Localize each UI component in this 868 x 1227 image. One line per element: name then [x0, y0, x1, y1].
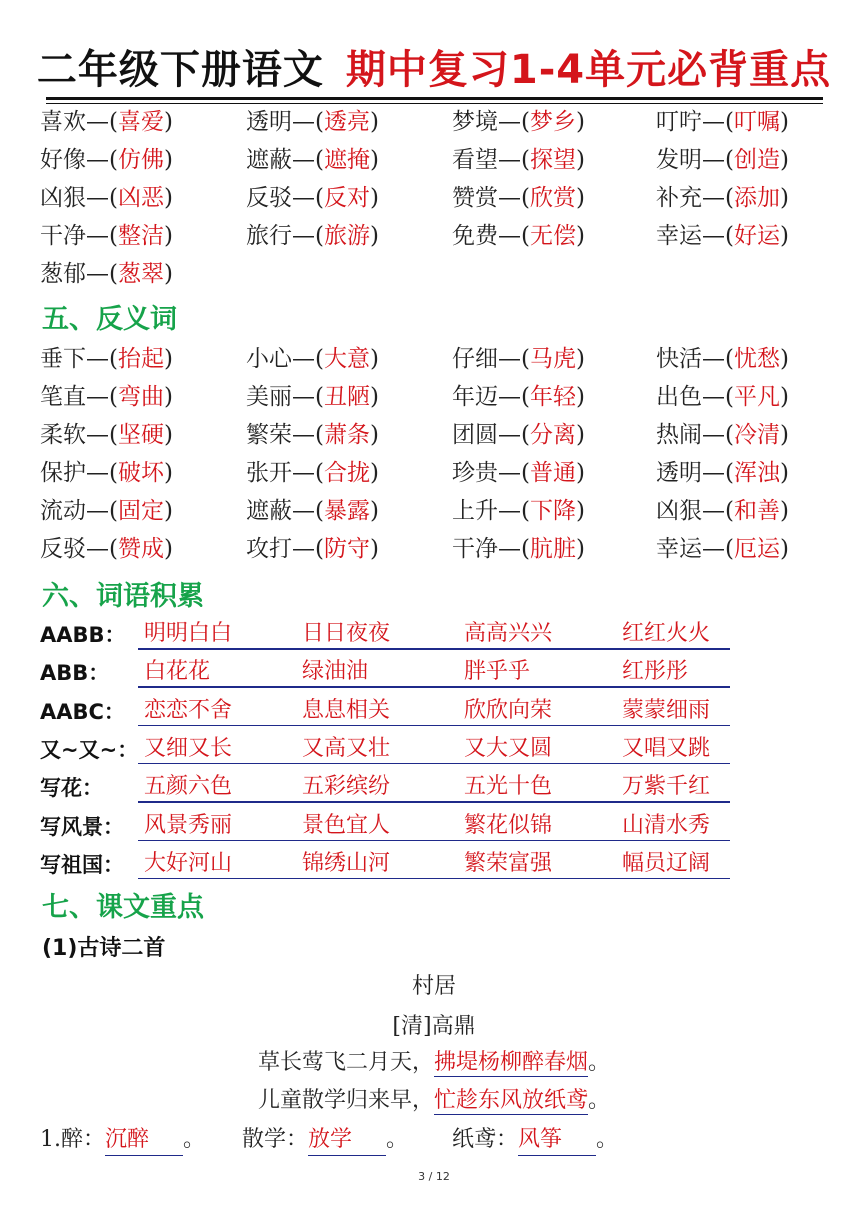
synonym-answer: 无偿	[529, 223, 576, 249]
antonym-word: 遮蔽	[246, 498, 292, 524]
antonym-answer: 合拢	[323, 460, 370, 486]
antonym-dash: —(	[86, 498, 118, 524]
antonym-close-paren: )	[575, 422, 585, 448]
antonym-dash: —(	[86, 346, 118, 372]
antonym-dash: —(	[498, 460, 530, 486]
synonym-row	[40, 104, 840, 140]
antonym-pair	[246, 417, 379, 453]
antonym-answer: 冷清	[733, 422, 780, 448]
poem-line-2	[0, 1084, 868, 1118]
synonym-dash: —(	[498, 109, 530, 135]
synonym-close-paren: )	[575, 185, 585, 211]
antonym-pair	[246, 493, 379, 529]
antonym-answer: 大意	[323, 346, 370, 372]
synonym-dash: —(	[702, 223, 734, 249]
antonym-answer: 坚硬	[117, 422, 164, 448]
antonym-pair	[452, 531, 585, 567]
synonym-row	[40, 256, 840, 292]
antonym-row	[40, 417, 840, 453]
antonym-close-paren: )	[369, 460, 379, 486]
antonym-pair	[452, 379, 585, 415]
vocab-word: 红红火火	[622, 621, 711, 646]
antonym-pair	[452, 341, 585, 377]
antonym-close-paren: )	[369, 346, 379, 372]
antonym-close-paren: )	[369, 422, 379, 448]
poem-line-2-start: 儿童散学归来早，	[257, 1088, 434, 1113]
synonym-close-paren: )	[369, 223, 379, 249]
poem-line-1-answer: 拂堤杨柳醉春烟	[433, 1050, 588, 1075]
antonym-answer: 厄运	[733, 536, 780, 562]
synonym-close-paren: )	[779, 185, 789, 211]
synonym-answer: 葱翠	[117, 261, 164, 287]
vocab-word: 胖乎乎	[464, 659, 531, 685]
antonym-word: 年迈	[452, 384, 498, 410]
antonym-dash: —(	[702, 536, 734, 562]
antonym-close-paren: )	[163, 384, 173, 410]
vocab-category-label: AABC：	[40, 699, 125, 724]
synonym-pair	[246, 218, 379, 254]
synonym-word: 干净	[40, 223, 86, 249]
antonym-close-paren: )	[163, 460, 173, 486]
antonym-answer: 浑浊	[733, 460, 780, 486]
synonym-word: 叮咛	[656, 109, 702, 135]
vocab-word: 又高又壮	[302, 735, 391, 761]
antonym-row	[40, 493, 840, 529]
vocab-category-label: AABB：	[40, 623, 126, 647]
antonym-close-paren: )	[163, 346, 173, 372]
antonym-pair	[656, 493, 789, 529]
antonym-close-paren: )	[779, 498, 789, 524]
synonym-close-paren: )	[369, 109, 379, 135]
vocab-word: 五光十色	[464, 774, 553, 800]
section-7-heading: 七、课文重点	[42, 892, 204, 923]
antonym-pair	[452, 493, 585, 529]
explanation-item	[452, 1122, 618, 1158]
antonym-pair	[40, 531, 173, 567]
antonym-close-paren: )	[163, 498, 173, 524]
vocab-row	[40, 771, 840, 805]
synonym-dash: —(	[86, 109, 118, 135]
synonym-answer: 创造	[733, 147, 780, 173]
vocab-word: 息息相关	[302, 697, 391, 723]
synonym-answer: 喜爱	[117, 109, 164, 135]
synonym-close-paren: )	[369, 147, 379, 173]
title-part-2: 期中复习1-4单元必背重点	[345, 47, 832, 93]
antonym-word: 美丽	[246, 384, 292, 410]
antonym-dash: —(	[498, 422, 530, 448]
vocab-word: 万紫千红	[622, 774, 711, 800]
synonym-answer: 添加	[733, 185, 780, 211]
synonym-answer: 探望	[529, 147, 576, 173]
vocab-word: 恋恋不舍	[144, 697, 233, 723]
synonym-answer: 叮嘱	[733, 109, 780, 135]
synonym-close-paren: )	[163, 223, 173, 249]
poem-author: [清]高鼎	[392, 1014, 476, 1039]
synonym-close-paren: )	[163, 109, 173, 135]
antonym-dash: —(	[292, 422, 324, 448]
vocab-row	[40, 733, 840, 767]
synonym-dash: —(	[498, 223, 530, 249]
synonym-pair	[40, 142, 173, 178]
antonym-dash: —(	[702, 460, 734, 486]
synonym-dash: —(	[292, 109, 324, 135]
synonym-answer: 好运	[733, 223, 780, 249]
antonym-answer: 破坏	[117, 460, 164, 486]
synonym-word: 赞赏	[452, 185, 498, 211]
synonym-pair	[656, 218, 789, 254]
explanation-end: 。	[386, 1127, 409, 1152]
page-number: 3 / 12	[418, 1170, 450, 1183]
antonym-answer: 下降	[529, 498, 576, 524]
antonym-dash: —(	[292, 384, 324, 410]
synonym-close-paren: )	[163, 261, 173, 287]
antonym-word: 快活	[656, 346, 702, 372]
synonym-row	[40, 180, 840, 216]
antonym-answer: 萧条	[323, 422, 370, 448]
antonym-answer: 马虎	[529, 346, 576, 372]
antonym-dash: —(	[292, 460, 324, 486]
antonym-dash: —(	[702, 346, 734, 372]
synonym-pair	[452, 104, 585, 140]
antonym-pair	[656, 341, 789, 377]
synonym-close-paren: )	[575, 147, 585, 173]
antonym-row	[40, 379, 840, 415]
antonym-word: 仔细	[452, 346, 498, 372]
poem-section-title: (1)古诗二首	[42, 936, 166, 961]
synonym-row	[40, 142, 840, 178]
synonym-close-paren: )	[163, 147, 173, 173]
synonym-word: 凶狠	[40, 185, 86, 211]
synonym-word: 幸运	[656, 223, 702, 249]
vocab-row	[40, 656, 840, 690]
synonym-pair	[246, 104, 379, 140]
antonym-answer: 忧愁	[733, 346, 780, 372]
poem-line-1-end: 。	[588, 1050, 611, 1075]
vocab-word: 大好河山	[144, 850, 233, 876]
antonym-dash: —(	[702, 384, 734, 410]
antonym-row	[40, 455, 840, 491]
antonym-pair	[40, 455, 173, 491]
antonym-pair	[246, 379, 379, 415]
antonym-dash: —(	[498, 384, 530, 410]
antonym-close-paren: )	[163, 536, 173, 562]
explanation-end: 。	[183, 1127, 206, 1152]
synonym-pair	[40, 256, 173, 292]
synonym-dash: —(	[292, 185, 324, 211]
synonym-word: 免费	[452, 223, 498, 249]
synonym-word: 旅行	[246, 223, 292, 249]
title-rule-top	[46, 97, 823, 100]
antonym-close-paren: )	[779, 384, 789, 410]
synonym-pair	[246, 180, 379, 216]
poem-title: 村居	[411, 974, 456, 999]
antonym-answer: 年轻	[529, 384, 576, 410]
vocab-word: 五颜六色	[144, 774, 233, 800]
synonym-pair	[40, 218, 173, 254]
antonym-pair	[40, 417, 173, 453]
explanation-answer: 风筝	[518, 1125, 596, 1156]
synonym-pair	[246, 142, 379, 178]
antonym-dash: —(	[702, 498, 734, 524]
antonym-dash: —(	[498, 346, 530, 372]
poem-line-1	[0, 1046, 868, 1080]
antonym-pair	[452, 417, 585, 453]
synonym-dash: —(	[86, 185, 118, 211]
vocab-word: 绿油油	[302, 659, 369, 685]
antonym-answer: 抬起	[117, 346, 164, 372]
synonym-word: 好像	[40, 147, 86, 173]
antonym-word: 张开	[246, 460, 292, 486]
explanation-item	[40, 1122, 205, 1158]
synonym-close-paren: )	[575, 223, 585, 249]
explanation-label: 纸鸢：	[452, 1127, 519, 1152]
synonym-dash: —(	[702, 147, 734, 173]
antonym-pair	[246, 455, 379, 491]
antonym-word: 攻打	[246, 536, 292, 562]
synonym-answer: 反对	[323, 185, 370, 211]
antonym-pair	[656, 455, 789, 491]
antonym-close-paren: )	[779, 536, 789, 562]
antonym-answer: 分离	[529, 422, 576, 448]
synonym-word: 梦境	[452, 109, 498, 135]
vocab-word: 繁花似锦	[464, 812, 553, 838]
antonym-word: 流动	[40, 498, 86, 524]
antonym-dash: —(	[86, 422, 118, 448]
antonym-answer: 丑陋	[323, 384, 370, 410]
synonym-dash: —(	[292, 147, 324, 173]
synonym-answer: 凶恶	[117, 185, 164, 211]
synonym-answer: 旅游	[323, 223, 370, 249]
vocab-category-label: 写风景：	[40, 814, 124, 839]
antonym-answer: 暴露	[323, 498, 370, 524]
explanation-label: 散学：	[242, 1127, 309, 1152]
synonym-close-paren: )	[779, 147, 789, 173]
vocab-category-label: ABB：	[40, 661, 110, 686]
antonym-word: 保护	[40, 460, 86, 486]
synonym-word: 喜欢	[40, 109, 86, 135]
antonym-pair	[656, 379, 789, 415]
antonym-dash: —(	[702, 422, 734, 448]
explanation-label: 1.醉：	[40, 1127, 105, 1152]
antonym-close-paren: )	[779, 460, 789, 486]
antonym-close-paren: )	[369, 498, 379, 524]
vocab-word: 明明白白	[144, 621, 233, 646]
synonym-pair	[452, 180, 585, 216]
title-part-1: 二年级下册语文	[36, 47, 324, 93]
antonym-answer: 固定	[117, 498, 164, 524]
antonym-pair	[246, 531, 379, 567]
synonym-answer: 整洁	[117, 223, 164, 249]
antonym-close-paren: )	[369, 384, 379, 410]
synonym-close-paren: )	[575, 109, 585, 135]
antonym-dash: —(	[292, 346, 324, 372]
synonym-word: 葱郁	[40, 261, 86, 287]
poem-line-2-end: 。	[588, 1088, 611, 1113]
synonym-pair	[656, 104, 789, 140]
antonym-answer: 和善	[733, 498, 780, 524]
vocab-word: 欣欣向荣	[464, 697, 553, 723]
synonym-word: 透明	[246, 109, 292, 135]
vocab-word: 景色宜人	[302, 812, 391, 838]
vocab-category-label: 写花：	[40, 776, 103, 801]
explanation-answer: 放学	[308, 1125, 386, 1156]
antonym-pair	[656, 531, 789, 567]
synonym-pair	[656, 180, 789, 216]
synonym-dash: —(	[498, 147, 530, 173]
synonym-pair	[452, 218, 585, 254]
synonym-dash: —(	[292, 223, 324, 249]
synonym-close-paren: )	[779, 223, 789, 249]
antonym-word: 小心	[246, 346, 292, 372]
synonym-row	[40, 218, 840, 254]
antonym-close-paren: )	[575, 536, 585, 562]
antonym-word: 上升	[452, 498, 498, 524]
antonym-pair	[246, 341, 379, 377]
explanation-answer: 沉醉	[105, 1125, 183, 1156]
antonym-word: 珍贵	[452, 460, 498, 486]
antonym-word: 柔软	[40, 422, 86, 448]
synonym-pair	[40, 104, 173, 140]
vocab-word: 蒙蒙细雨	[622, 697, 711, 723]
antonym-word: 团圆	[452, 422, 498, 448]
synonym-pair	[656, 142, 789, 178]
vocab-word: 风景秀丽	[144, 812, 233, 838]
antonym-pair	[452, 455, 585, 491]
vocab-category-label: 又~又~：	[40, 737, 139, 762]
antonym-word: 透明	[656, 460, 702, 486]
antonym-answer: 平凡	[733, 384, 780, 410]
vocab-word: 锦绣山河	[302, 850, 391, 876]
synonym-word: 遮蔽	[246, 147, 292, 173]
explanation-item	[242, 1122, 408, 1158]
synonym-answer: 透亮	[323, 109, 370, 135]
section-6-heading: 六、词语积累	[42, 581, 204, 612]
antonym-dash: —(	[498, 498, 530, 524]
antonym-dash: —(	[86, 384, 118, 410]
vocab-row	[40, 848, 840, 882]
synonym-answer: 梦乡	[529, 109, 576, 135]
poem-line-2-answer: 忙趁东风放纸鸢	[433, 1088, 588, 1113]
antonym-word: 幸运	[656, 536, 702, 562]
vocab-word: 山清水秀	[622, 812, 711, 838]
vocab-word: 五彩缤纷	[302, 774, 391, 800]
antonym-pair	[40, 379, 173, 415]
antonym-dash: —(	[86, 460, 118, 486]
vocab-row	[40, 810, 840, 844]
antonym-close-paren: )	[575, 346, 585, 372]
synonym-close-paren: )	[369, 185, 379, 211]
vocab-word: 白花花	[144, 659, 211, 685]
synonym-close-paren: )	[163, 185, 173, 211]
antonym-word: 笔直	[40, 384, 86, 410]
antonym-dash: —(	[292, 498, 324, 524]
vocab-word: 又大又圆	[464, 735, 553, 761]
synonym-answer: 仿佛	[117, 147, 164, 173]
antonym-close-paren: )	[369, 536, 379, 562]
synonym-dash: —(	[498, 185, 530, 211]
poem-line-1-start: 草长莺飞二月天，	[257, 1050, 434, 1075]
antonym-answer: 普通	[529, 460, 576, 486]
vocab-word: 红彤彤	[622, 659, 689, 685]
synonym-dash: —(	[702, 109, 734, 135]
antonym-close-paren: )	[779, 422, 789, 448]
antonym-word: 出色	[656, 384, 702, 410]
antonym-answer: 弯曲	[117, 384, 164, 410]
antonym-close-paren: )	[575, 384, 585, 410]
antonym-word: 凶狠	[656, 498, 702, 524]
antonym-dash: —(	[292, 536, 324, 562]
antonym-answer: 防守	[323, 536, 370, 562]
vocab-word: 又唱又跳	[622, 735, 711, 761]
antonym-word: 干净	[452, 536, 498, 562]
antonym-answer: 赞成	[117, 536, 164, 562]
antonym-pair	[40, 341, 173, 377]
vocab-word: 日日夜夜	[302, 621, 391, 646]
antonym-close-paren: )	[779, 346, 789, 372]
synonym-word: 看望	[452, 147, 498, 173]
vocab-word: 繁荣富强	[464, 850, 553, 876]
synonym-dash: —(	[86, 147, 118, 173]
page-title	[0, 40, 868, 100]
antonym-word: 反驳	[40, 536, 86, 562]
synonym-pair	[452, 142, 585, 178]
synonym-pair	[40, 180, 173, 216]
antonym-word: 繁荣	[246, 422, 292, 448]
vocab-row	[40, 695, 840, 729]
synonym-dash: —(	[86, 261, 118, 287]
vocab-word: 又细又长	[144, 735, 233, 761]
vocab-word: 幅员辽阔	[622, 850, 711, 876]
synonym-word: 补充	[656, 185, 702, 211]
synonym-close-paren: )	[779, 109, 789, 135]
synonym-dash: —(	[86, 223, 118, 249]
vocab-word: 高高兴兴	[464, 621, 553, 646]
synonym-dash: —(	[702, 185, 734, 211]
antonym-dash: —(	[498, 536, 530, 562]
antonym-close-paren: )	[163, 422, 173, 448]
vocab-row	[40, 618, 840, 652]
synonym-answer: 遮掩	[323, 147, 370, 173]
synonym-word: 发明	[656, 147, 702, 173]
antonym-pair	[40, 493, 173, 529]
synonym-word: 反驳	[246, 185, 292, 211]
antonym-close-paren: )	[575, 460, 585, 486]
vocab-category-label: 写祖国：	[40, 852, 124, 877]
antonym-word: 垂下	[40, 346, 86, 372]
antonym-word: 热闹	[656, 422, 702, 448]
antonym-row	[40, 341, 840, 377]
antonym-pair	[656, 417, 789, 453]
explanation-end: 。	[596, 1127, 619, 1152]
antonym-dash: —(	[86, 536, 118, 562]
antonym-row	[40, 531, 840, 567]
synonym-answer: 欣赏	[529, 185, 576, 211]
antonym-close-paren: )	[575, 498, 585, 524]
section-5-heading: 五、反义词	[42, 304, 177, 335]
antonym-answer: 肮脏	[529, 536, 576, 562]
